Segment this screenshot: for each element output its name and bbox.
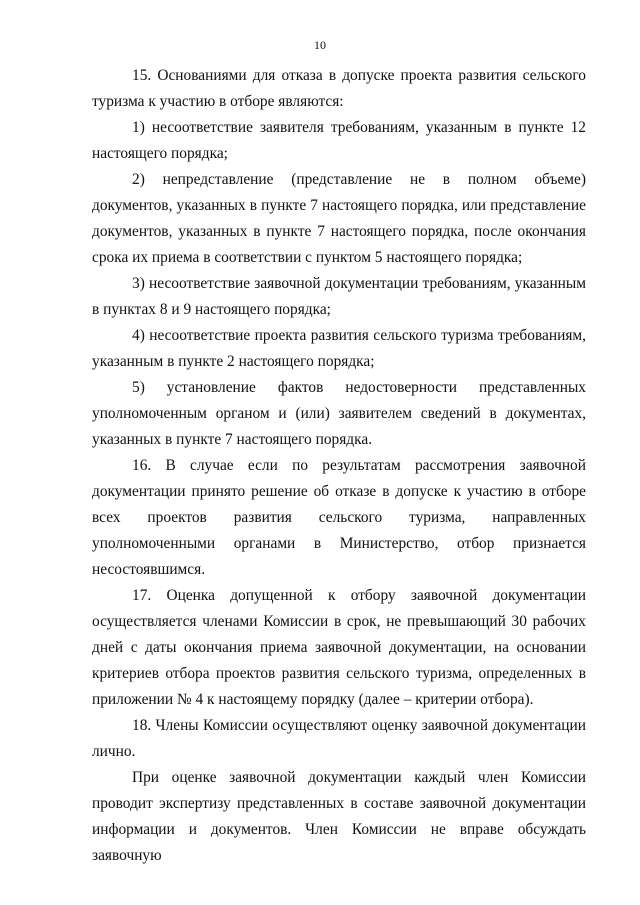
paragraph-15-item-4: 4) несоответствие проекта развития сельского туризма требованиям, указанным в пункте 2 настоящего порядка;: [92, 327, 586, 370]
paragraph-15-item-2: 2) непредставление (представление не в полном объеме) документов, указанных в пункте 7 настоящего порядка, или представление документов, указанных в пункте 7 настоящего порядка, после окончания срока их приема в соответствии с пунктом 5 настоящего порядка;: [92, 171, 586, 266]
paragraph-16: 16. В случае если по результатам рассмотрения заявочной документации принято решение об отказе в допуске к участию в отборе всех проектов развития сельского туризма, направленных уполномоченными органами в Министерство, отбор признается несостоявшимся.: [92, 457, 586, 578]
paragraph-17: 17. Оценка допущенной к отбору заявочной документации осуществляется членами Комиссии в срок, не превышающий 30 рабочих дней с даты окончания приема заявочной документации, на основании критериев отбора проектов развития сельского туризма, определенных в приложении № 4 к настоящему порядку (далее – критерии отбора).: [92, 587, 586, 708]
paragraph-15-item-1: 1) несоответствие заявителя требованиям, указанным в пункте 12 настоящего порядка;: [92, 119, 586, 162]
paragraph-18: 18. Члены Комиссии осуществляют оценку заявочной документации лично.: [92, 717, 586, 760]
paragraph-15-intro: 15. Основаниями для отказа в допуске проекта развития сельского туризма к участию в отборе являются:: [92, 67, 586, 110]
document-body: [92, 63, 586, 869]
paragraph-15-item-3: 3) несоответствие заявочной документации требованиям, указанным в пунктах 8 и 9 настоящего порядка;: [92, 275, 586, 318]
paragraph-15-item-5: 5) установление фактов недостоверности представленных уполномоченным органом и (или) заявителем сведений в документах, указанных в пункте 7 настоящего порядка.: [92, 379, 586, 448]
page-number: 10: [314, 38, 326, 52]
paragraph-18-continued: При оценке заявочной документации каждый член Комиссии проводит экспертизу представленных в составе заявочной документации информации и документов. Член Комиссии не вправе обсуждать заявочную: [92, 769, 586, 864]
